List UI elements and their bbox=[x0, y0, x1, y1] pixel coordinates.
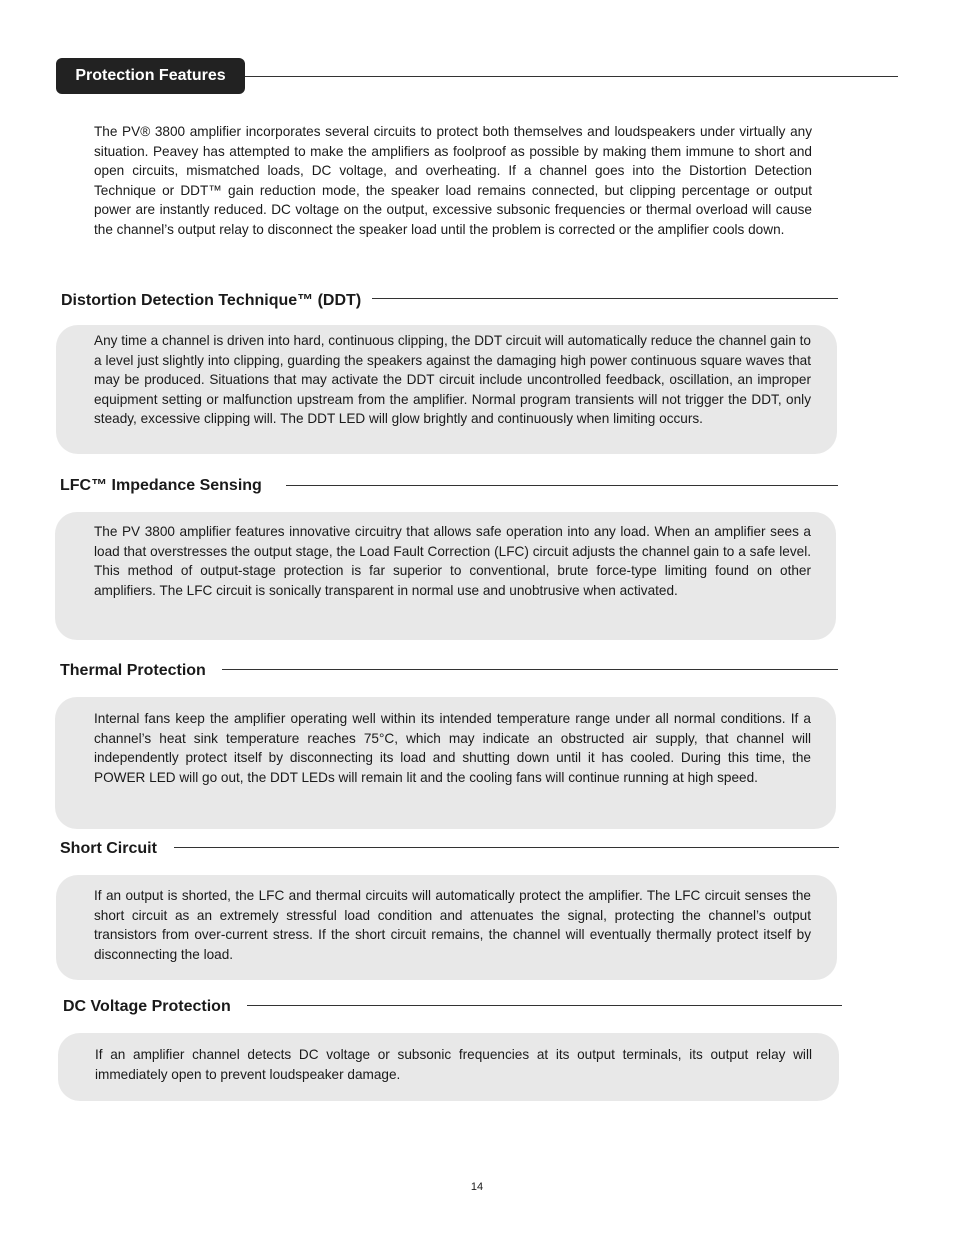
heading-dc-voltage: DC Voltage Protection bbox=[63, 998, 231, 1015]
rule-thermal bbox=[222, 669, 838, 670]
rule-short-circuit bbox=[174, 847, 839, 848]
heading-lfc: LFC™ Impedance Sensing bbox=[60, 477, 262, 494]
section-title-tab: Protection Features bbox=[56, 58, 245, 94]
intro-paragraph: The PV® 3800 amplifier incorporates several circuits to protect both themselves and loudspeakers under virtually any situation. Peavey has attempted to make the amplifiers as foolproof as possible by making them immune to short and open circuits, mismatched loads, DC voltage, and overheating. If a channel goes into the Distortion Detection Technique or DDT™ gain reduction mode, the speaker load remains connected, but clipping percentage or output power are instantly reduced. DC voltage on the output, excessive subsonic frequencies or thermal overload will cause the channel’s output relay to disconnect the speaker load until the problem is corrected or the amplifier cools down. bbox=[94, 124, 812, 237]
body-lfc: The PV 3800 amplifier features innovative circuitry that allows safe operation into any load. When an amplifier sees a load that overstresses the output stage, the Load Fault Correction (LFC) circuit adjusts the channel gain to a safe level. This method of output-stage protection is far superior to conventional, brute force-type limiting found on other amplifiers. The LFC circuit is sonically transparent in normal use and unobtrusive when activated. bbox=[94, 524, 811, 598]
rule-dc-voltage bbox=[247, 1005, 842, 1006]
body-ddt: Any time a channel is driven into hard, continuous clipping, the DDT circuit will automatically reduce the channel gain to a level just slightly into clipping, guarding the speakers against the damaging high power continuous square waves that may be produced. Situations that may activate the DDT circuit include uncontrolled feedback, oscillation, an improper equipment setting or malfunction upstream from the amplifier. Normal program transients will not trigger the DDT, only steady, excessive clipping will. The DDT LED will glow brightly and continuously when limiting occurs. bbox=[94, 333, 811, 427]
page-number: 14 bbox=[470, 1181, 484, 1193]
heading-short-circuit: Short Circuit bbox=[60, 840, 157, 857]
header-rule bbox=[245, 76, 898, 77]
body-thermal: Internal fans keep the amplifier operating well within its intended temperature range under all normal conditions. If a channel’s heat sink temperature reaches 75°C, which may indicate an obstructed air supply, that channel will independently protect itself by disconnecting its load and shutting down until it has cooled. During this time, the POWER LED will go out, the DDT LEDs will remain lit and the cooling fans will continue running at high speed. bbox=[94, 711, 811, 785]
body-dc-voltage: If an amplifier channel detects DC voltage or subsonic frequencies at its output terminals, its output relay will immediately open to prevent loudspeaker damage. bbox=[95, 1047, 812, 1082]
heading-thermal: Thermal Protection bbox=[60, 662, 206, 679]
rule-lfc bbox=[286, 485, 838, 486]
heading-ddt: Distortion Detection Technique™ (DDT) bbox=[61, 292, 362, 309]
rule-ddt bbox=[372, 298, 838, 299]
body-short-circuit: If an output is shorted, the LFC and thermal circuits will automatically protect the amplifier. The LFC circuit senses the short circuit as an extremely stressful load condition and attenuates the signal, protecting the channel’s output transistors from over-current stress. If the short circuit remains, the channel will eventually thermally protect itself by disconnecting the load. bbox=[94, 888, 811, 962]
